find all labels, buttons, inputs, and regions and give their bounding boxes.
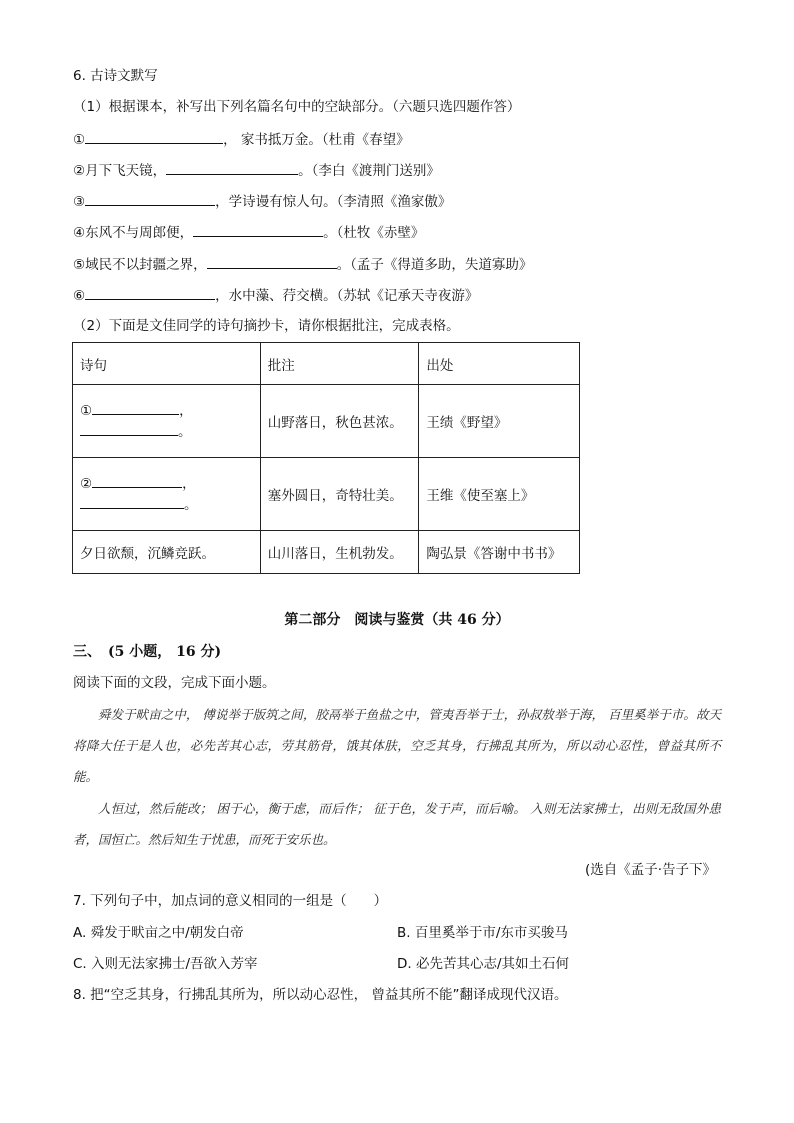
- q7-option-d[interactable]: D. 必先苦其心志/其如土石何: [397, 956, 570, 972]
- answer-blank[interactable]: [80, 494, 184, 509]
- table-row: [73, 458, 580, 531]
- passage-source: (选自《孟子·告子下》: [584, 862, 716, 878]
- recite-item-6: ⑥ ，水中藻、荇交横。（苏轼《记承天寺夜游》: [73, 285, 478, 306]
- recite-item-2: ②月下飞天镜， 。（李白《渡荆门送别》: [73, 160, 440, 181]
- q8-stem: 8. 把“空乏其身，行拂乱其所为，所以动心忍性， 曾益其所不能”翻译成现代汉语。: [73, 987, 568, 1003]
- source-cell: 王绩《野望》: [419, 385, 580, 458]
- q6-part1-instruction: （1）根据课本，补写出下列名篇名句中的空缺部分。（六题只选四题作答）: [73, 99, 521, 115]
- section-three-heading: 三、 (5 小题， 16 分): [73, 644, 222, 660]
- reading-instruction: 阅读下面的文段，完成下面小题。: [73, 675, 276, 691]
- classical-passage-paragraph-1: 舜发于畎亩之中， 傅说举于版筑之间，胶鬲举于鱼盐之中，管夷吾举于士，孙叔敖举于海， 百里奚举于市。故天将降大任于是人也，必先苦其心志，劳其筋骨，饿其体肤，空乏其身，行拂乱其所为，所以动心忍性，曾益其所不能。: [73, 707, 721, 784]
- table-header-row: [73, 343, 580, 385]
- poem-excerpt-table: [72, 342, 580, 574]
- q7-option-a[interactable]: A. 舜发于畎亩之中/朝发白帝: [73, 925, 244, 941]
- annotation-cell: 山川落日，生机勃发。: [260, 531, 419, 574]
- recite-item-1: ① ， 家书抵万金。（杜甫《春望》: [73, 129, 410, 150]
- answer-blank[interactable]: [92, 400, 179, 415]
- q6-part2-instruction: （2）下面是文佳同学的诗句摘抄卡，请你根据批注，完成表格。: [73, 318, 460, 334]
- verse-cell: ② ， 。: [73, 458, 261, 531]
- annotation-cell: 山野落日，秋色甚浓。: [260, 385, 419, 458]
- annotation-cell: 塞外圆日，奇特壮美。: [260, 458, 419, 531]
- classical-passage-paragraph-2: 人恒过，然后能改； 困于心，衡于虑，而后作； 征于色，发于声，而后喻。 入则无法家拂士，出则无敌国外患者，国恒亡。然后知生于忧患，而死于安乐也。: [73, 801, 721, 847]
- answer-blank[interactable]: [92, 473, 182, 488]
- header-cell: 诗句: [73, 343, 261, 385]
- recite-item-3: ③ ，学诗谩有惊人句。（李清照《渔家傲》: [73, 191, 451, 212]
- answer-blank[interactable]: [193, 222, 323, 237]
- header-cell: 出处: [419, 343, 580, 385]
- answer-blank[interactable]: [207, 254, 337, 269]
- q7-option-b[interactable]: B. 百里奚举于市/东市买骏马: [397, 925, 568, 941]
- verse-cell: 夕日欲颓，沉鳞竞跃。: [73, 531, 261, 574]
- answer-blank[interactable]: [85, 285, 215, 300]
- source-cell: 王维《使至塞上》: [419, 458, 580, 531]
- recite-item-4: ④东风不与周郎便， 。（杜牧《赤壁》: [73, 222, 424, 243]
- answer-blank[interactable]: [166, 160, 298, 175]
- answer-blank[interactable]: [85, 191, 215, 206]
- q7-option-c[interactable]: C. 入则无法家拂士/吾欲入芳宰: [73, 956, 258, 972]
- table-row: [73, 385, 580, 458]
- q7-stem: 7. 下列句子中，加点词的意义相同的一组是（ ）: [73, 893, 388, 909]
- answer-blank[interactable]: [85, 129, 223, 144]
- source-cell: 陶弘景《答谢中书书》: [419, 531, 580, 574]
- q6-title: 6. 古诗文默写: [73, 68, 158, 84]
- verse-cell: ① ， 。: [73, 385, 261, 458]
- recite-item-5: ⑤域民不以封疆之界， 。（孟子《得道多助，失道寡助》: [73, 254, 532, 275]
- header-cell: 批注: [260, 343, 419, 385]
- answer-blank[interactable]: [80, 421, 178, 436]
- part-two-title: 第二部分 阅读与鉴赏（共 46 分）: [284, 612, 510, 628]
- table-row: [73, 531, 580, 574]
